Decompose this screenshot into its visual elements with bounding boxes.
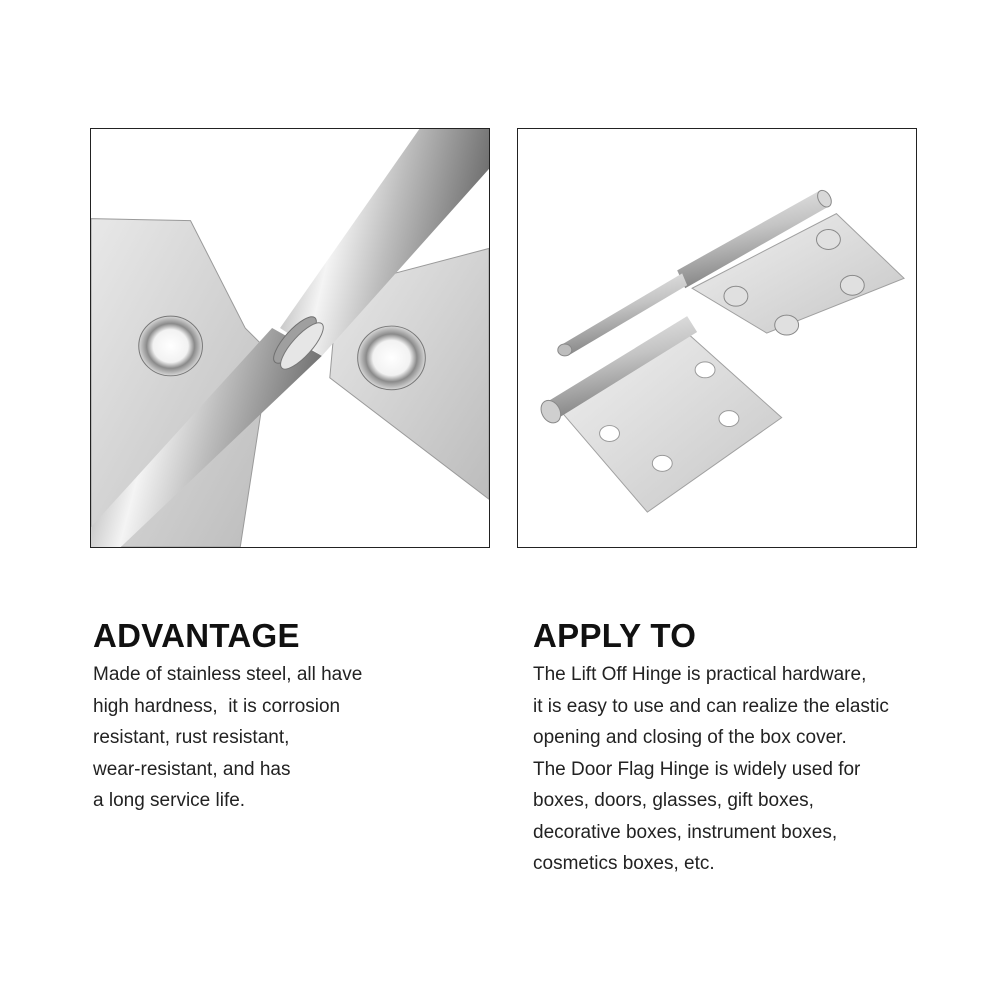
apply-to-line: The Door Flag Hinge is widely used for xyxy=(533,758,861,780)
apply-to-line: decorative boxes, instrument boxes, xyxy=(533,821,838,843)
lift-off-hinge-photo xyxy=(517,128,917,548)
advantage-text xyxy=(93,659,473,817)
apply-to-heading: APPLY TO xyxy=(533,617,697,654)
apply-to-text xyxy=(533,659,973,880)
apply-to-line: opening and closing of the box cover. xyxy=(533,727,847,748)
advantage-line: wear-resistant, and has xyxy=(93,758,291,780)
advantage-line: Made of stainless steel, all have xyxy=(93,664,363,685)
apply-to-line: The Lift Off Hinge is practical hardware, xyxy=(533,664,867,685)
advantage-line: resistant, rust resistant, xyxy=(93,727,290,748)
advantage-line: high hardness, it is corrosion xyxy=(93,695,341,717)
apply-to-line: cosmetics boxes, etc. xyxy=(533,853,715,874)
apply-to-line: boxes, doors, glasses, gift boxes, xyxy=(533,790,814,811)
hinge-closeup-photo xyxy=(90,128,490,548)
apply-to-line: it is easy to use and can realize the elastic xyxy=(533,695,889,717)
advantage-heading: ADVANTAGE xyxy=(93,617,300,654)
advantage-line: a long service life. xyxy=(93,790,246,811)
